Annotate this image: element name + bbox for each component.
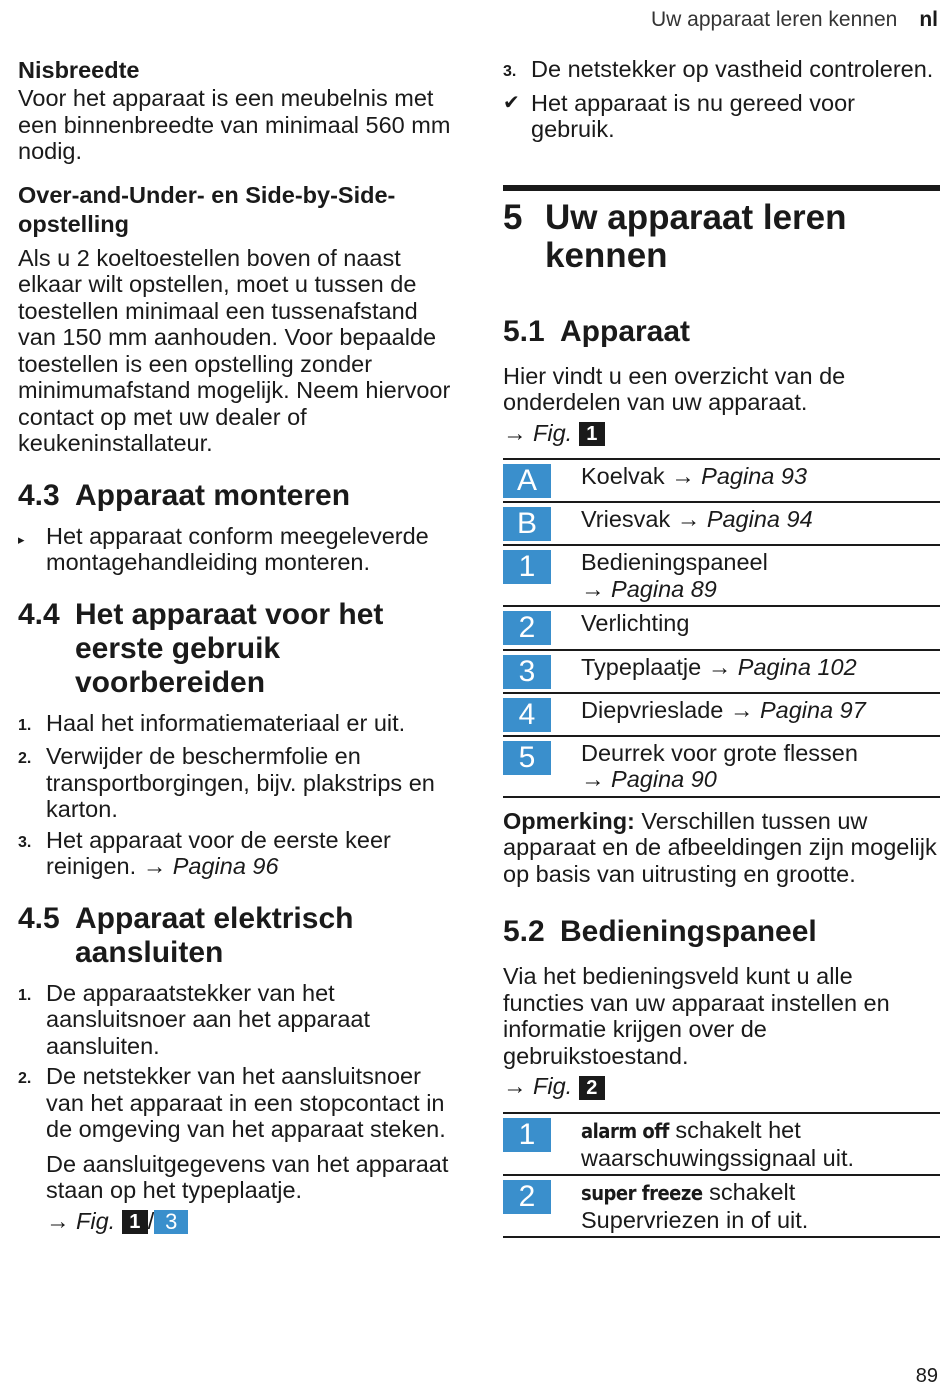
page-reference-link[interactable]: Pagina 97 xyxy=(759,696,866,723)
legend-key-badge: 5 xyxy=(503,741,551,775)
section-title: Apparaat xyxy=(560,314,691,348)
check-icon: ✔ xyxy=(503,91,520,114)
chapter-5-heading xyxy=(503,185,940,275)
legend-row xyxy=(503,606,940,650)
arrow-icon: → xyxy=(729,696,754,723)
legend-label: Typeplaatje xyxy=(581,653,702,680)
step-number: 1. xyxy=(18,716,32,734)
note-label: Opmerking: xyxy=(503,807,635,834)
section-title: Apparaat elektrisch aansluiten xyxy=(75,901,354,969)
legend-row xyxy=(503,459,940,502)
step-text: Verwijder de beschermfolie en transportborgingen, bijv. plakstrips en karton. xyxy=(46,743,435,822)
section-number: 4.5 xyxy=(18,901,60,935)
legend-key-badge: A xyxy=(503,464,551,498)
fig-separator: / xyxy=(147,1207,155,1234)
section-5-2-heading xyxy=(503,915,940,949)
legend-row xyxy=(503,545,940,606)
arrow-icon: → xyxy=(671,463,695,490)
legend-text: schakelt het waarschuwingssignaal uit. xyxy=(581,1117,855,1171)
legend-row xyxy=(503,736,940,797)
section-5-1-heading xyxy=(503,315,940,349)
section-title: Apparaat monteren xyxy=(75,478,351,512)
note-text: Verschillen tussen uw apparaat en de afbeeldingen zijn mogelijk op basis van uitrusting en grootte. xyxy=(503,807,937,887)
page-reference-link[interactable]: Pagina 90 xyxy=(611,766,717,793)
section-4-4-heading xyxy=(18,598,458,700)
chapter-number: 5 xyxy=(503,197,523,237)
left-column xyxy=(18,56,458,1234)
step-text: Het apparaat voor de eerste keer reinigen. xyxy=(46,826,391,879)
nisbreedte-text: Voor het apparaat is een meubelnis met een binnenbreedte van minimaal 560 mm nodig. xyxy=(18,85,451,164)
legend-label: Vriesvak xyxy=(581,506,671,533)
legend-key-badge: 2 xyxy=(503,611,551,645)
list-item xyxy=(18,523,458,576)
section-5-2-intro: Via het bedieningsveld kunt u alle functies van uw apparaat instellen en informatie krijgen over de gebruikstoestand. xyxy=(503,963,890,1069)
step-number: 2. xyxy=(18,750,32,767)
page-reference-link[interactable]: Pagina 96 xyxy=(172,853,279,879)
step-text: De apparaatstekker van het aansluitsnoer aan het apparaat aansluiten. xyxy=(46,979,371,1059)
figure-number-badge: 2 xyxy=(579,1076,605,1100)
step-text: Het apparaat is nu gereed voor gebruik. xyxy=(531,89,855,142)
page-reference-link[interactable]: Pagina 93 xyxy=(701,463,808,490)
step-item xyxy=(503,56,940,86)
section-title: Bedieningspaneel xyxy=(560,915,817,949)
figure-number-badge: 1 xyxy=(579,422,605,446)
legend-text: schakelt Supervriezen in of uit. xyxy=(581,1179,809,1233)
legend-label: Koelvak xyxy=(581,463,665,490)
figure-reference xyxy=(46,1208,458,1235)
legend-label: Bedieningspaneel xyxy=(581,549,768,576)
arrow-icon: → xyxy=(581,575,605,602)
legend-row xyxy=(503,693,940,736)
figure-part-badge: 3 xyxy=(154,1210,188,1234)
step-item xyxy=(18,710,458,740)
step-item xyxy=(503,90,940,143)
page-reference-link[interactable]: Pagina 102 xyxy=(737,653,857,680)
section-title: Het apparaat voor het eerste gebruik voorbereiden xyxy=(75,597,384,699)
button-keyword: super freeze xyxy=(581,1181,703,1206)
opstelling-heading: Over-and-Under- en Side-by-Side-opstelling xyxy=(18,181,396,237)
legend-row xyxy=(503,1113,940,1175)
button-keyword: alarm off xyxy=(581,1119,669,1144)
figure-reference xyxy=(503,420,940,447)
figure-number-badge: 1 xyxy=(122,1210,148,1234)
section-4-3-heading xyxy=(18,479,458,513)
step-item xyxy=(18,743,458,823)
step-number: 1. xyxy=(18,986,32,1004)
section-5-1-intro: Hier vindt u een overzicht van de onderdelen van uw apparaat. xyxy=(503,362,846,415)
step-text: De netstekker van het aansluitsnoer van het apparaat in een stopcontact in de omgeving van het apparaat steken. xyxy=(46,1063,446,1142)
legend-label: Verlichting xyxy=(581,610,690,637)
step-item xyxy=(18,980,458,1060)
step-number: 3. xyxy=(18,833,32,851)
opstelling-text: Als u 2 koeltoestellen boven of naast elkaar wilt opstellen, moet u tussen de toestellen minimaal een tussenafstand van 150 mm aanhouden. Voor bepaalde toestellen is een opstelling zonder minimumafstand mogelijk. Neem hiervoor contact op met uw dealer of keukeninstallateur. xyxy=(18,244,451,456)
language-code: nl xyxy=(919,8,938,31)
continued-steps xyxy=(503,56,940,143)
legend-label: Diepvrieslade xyxy=(581,696,724,723)
arrow-icon: → xyxy=(707,653,732,680)
page-header xyxy=(651,8,938,32)
section-4-5-heading xyxy=(18,902,458,970)
legend-key-badge: 4 xyxy=(503,698,551,732)
fig-label: Fig. xyxy=(533,1073,573,1100)
section-number: 4.3 xyxy=(18,478,60,512)
legend-key-badge: 2 xyxy=(503,1180,551,1214)
legend-row xyxy=(503,650,940,693)
legend-row xyxy=(503,502,940,545)
arrow-icon: → xyxy=(142,853,167,879)
bullet-marker: ▸ xyxy=(18,531,25,547)
arrow-icon: → xyxy=(503,419,527,446)
step-text: Haal het informatiemateriaal er uit. xyxy=(46,709,406,736)
right-column xyxy=(503,56,940,1238)
arrow-icon: → xyxy=(46,1207,70,1234)
connection-note: De aansluitgegevens van het apparaat staan op het typeplaatje. xyxy=(46,1150,449,1203)
legend-key-badge: 1 xyxy=(503,1118,551,1152)
fig-label: Fig. xyxy=(76,1207,116,1234)
step-number: 3. xyxy=(503,63,517,80)
legend-key-badge: B xyxy=(503,507,551,541)
section-4-5-steps xyxy=(18,980,458,1143)
section-4-4-steps xyxy=(18,710,458,880)
list-item-text: Het apparaat conform meegeleverde montagehandleiding monteren. xyxy=(46,522,429,575)
note-paragraph xyxy=(503,808,940,888)
arrow-icon: → xyxy=(581,766,605,793)
figure-reference xyxy=(503,1073,940,1100)
step-number: 2. xyxy=(18,1070,32,1087)
section-number: 5.1 xyxy=(503,314,545,348)
arrow-icon: → xyxy=(503,1073,527,1100)
page-reference-link[interactable]: Pagina 89 xyxy=(611,575,717,602)
page-number: 89 xyxy=(915,1365,938,1387)
legend-key-badge: 1 xyxy=(503,550,551,584)
legend-key-badge: 3 xyxy=(503,655,551,689)
step-item xyxy=(18,1063,458,1143)
control-panel-legend-table xyxy=(503,1112,940,1238)
legend-label: Deurrek voor grote flessen xyxy=(581,739,858,766)
parts-legend-table xyxy=(503,458,940,798)
step-text: De netstekker op vastheid controleren. xyxy=(531,56,934,82)
chapter-title: Uw apparaat leren kennen xyxy=(545,197,847,275)
page-reference-link[interactable]: Pagina 94 xyxy=(706,506,813,533)
legend-row xyxy=(503,1175,940,1237)
arrow-icon: → xyxy=(676,506,701,533)
running-header-title: Uw apparaat leren kennen xyxy=(650,8,898,31)
section-number: 5.2 xyxy=(503,915,545,949)
fig-label: Fig. xyxy=(533,419,573,446)
nisbreedte-heading: Nisbreedte xyxy=(18,57,140,83)
section-number: 4.4 xyxy=(18,597,60,631)
section-4-3-list xyxy=(18,523,458,576)
step-item xyxy=(18,827,458,880)
